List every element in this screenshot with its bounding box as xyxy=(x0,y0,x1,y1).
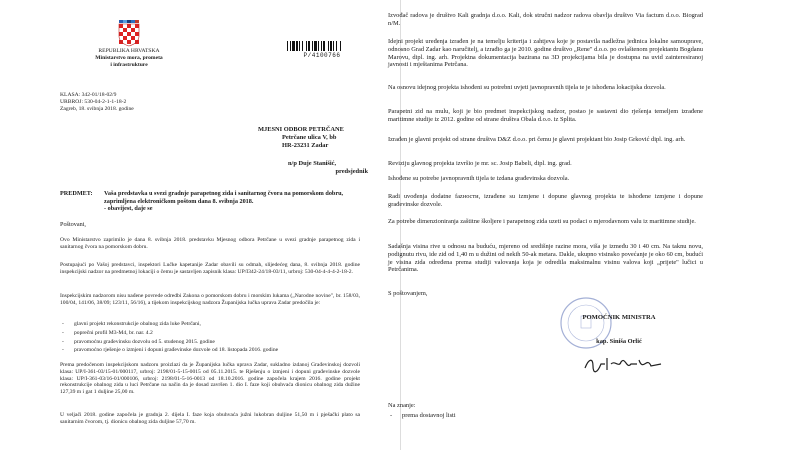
paragraph-revision: Reviziju glavnog projekta izvršio je mr. sc. Josip Babeli, dipl. ing. grad. xyxy=(388,160,572,167)
list-item: - pravomoćnu građevinsku dozvolu od 5. studenog 2015. godine xyxy=(60,339,360,346)
recipient-attn: n/p Duje Stanišić, xyxy=(288,160,337,167)
presented-documents-list xyxy=(60,321,360,356)
signatory-title: POMOĆNIK MINISTRA xyxy=(582,314,656,321)
subject-text: Vaša predstavka u svezi gradnje parapetnog zida i sanitarnog čvora na pomorskom dobru, zaprimljena elektroničkom poštom dana 8. svibnja 2018. xyxy=(104,190,344,205)
paragraph-4: Prema predočenom inspekcijskom nadzoru proizlazi da je Županijska lučka uprava Zadar, sukladno izdanoj Građevinskoj dozvoli klasa: UP/I-361-03/15-01/000117, urbroj: 2198/01-5-15-0015 od 05.11.2015. te Rješenju o izmjeni i dopuni građevinske dozvole klasa: UP/I-361-03/16-01/000106, urbroj: 2198/01-5-16-0013 od 18.10.2016. godine započela krajem 2016. godine projekt rekonstrukcije obalnog zida u luci Petrčane na način da je dosad završen 1. dio I. faze koji obuhvaća dionicu obalnog zida dužine 127,39 m i gat 1 duljine 25,00 m. xyxy=(60,362,360,396)
ministry-name: Ministarstvo mora, prometa xyxy=(95,54,163,61)
ministry-name-2: i infrastrukture xyxy=(110,61,148,68)
recipient-role: predsjednik xyxy=(335,168,368,176)
urbroj: URBROJ: 530-04-2-1-1-18-2 xyxy=(60,98,127,105)
na-znanje: Na znanje: xyxy=(388,402,416,409)
paragraph-phases: Radi uvođenja dodatne fazности, izrađene su izmjene i dopune glavnog projekta te ishođene izmjene i dopune građevinske dozvole. xyxy=(388,193,703,208)
subject-sub: - obavijest, daje se xyxy=(104,205,153,213)
paragraph-preliminary-project: Idejni projekt uređenja izrađen je na temelju kriterija i zahtjeva koje je postavila nadležna jedinica lokalne samouprave, odnosno Grad Zadar kao naručitelj, a izrađio ga je 2010. godine društvo „Rene" d.o.o. po ovlaštenom projektantu Bogdanu Marovu, dipl. ing. arh. Projektna dokumentacija bazirana na 3D projekcijama bila je dostupna na uvid zainteresiranoj javnosti i mještanima Petrčana. xyxy=(388,38,703,69)
paragraph-dimensioning: Za potrebe dimenzioniranja zaštitne školjere i parapetnog zida uzeti su podaci o mjerodavnom valu iz maritimne studije. xyxy=(388,218,696,225)
paragraph-3: Inspekcijskim nadzorom nisu nađene povrede odredbi Zakona o pomorskom dobru i morskim lukama („Narodne novine", br. 158/03, 100/04, 141/06, 38/09; 123/11, 56/16), a tijekom inspekcijskog nadzora Županijska lučka uprava Zadar predočila je: xyxy=(60,293,360,306)
list-item: - pravomoćno rješenje o izmjeni i dopuni građevinske dozvole od 18. listopada 2016. godine xyxy=(60,347,360,354)
paragraph-main-project: Izrađen je glavni projekt od strane društva D&Z d.o.o. pri čemu je glavni projektant bio Josip Grković dipl. ing. arh. xyxy=(388,136,686,143)
recipient-org: MJESNI ODBOR PETRČANE xyxy=(258,126,344,133)
signatory-name: kap. Siniša Orlić xyxy=(596,338,642,345)
paragraph-5: U veljači 2018. godine započela je gradnja 2. dijela I. faze koja obuhvaća južni lukobran duljine 51,50 m i pješački plato sa sanitarnim čvorom, tj. dionicu obalnog zida duljine 57,70 m. xyxy=(60,412,360,425)
greeting: Poštovani, xyxy=(60,221,86,228)
barcode-number: P/4100766 xyxy=(303,52,341,59)
closing: S poštovanjem, xyxy=(388,290,428,297)
list-item: - glavni projekt rekonstrukcije obalnog zida luke Petrčani, xyxy=(60,321,360,328)
klasa: KLASA: 342-01/18-02/9 xyxy=(60,92,117,98)
recipient-postal: HR-23231 Zadar xyxy=(282,142,329,150)
list-item: - poprečni profil M3-M4, br. nar. 4.2 xyxy=(60,330,360,337)
document-date: Zagreb, 18. svibnja 2018. godine xyxy=(60,105,134,112)
paragraph-heights: Sadašnja visina rive u odnosu na buduću, mjereno od središnje razine mora, viša je između 30 i 40 cm. Na taknu novu, podignutu rivu, ide zid od 1,40 m u dužini od nekih 50-ak metara. Dakle, ukupno visinsko povećanje je oko 60 cm, budući je visina zida određena prema studiji valovanja koja je odredila maksimalnu visinu valova koji „prijete" lučici u Petrčanima. xyxy=(388,243,703,274)
cc-list xyxy=(388,412,538,422)
document-page-left xyxy=(0,0,400,450)
paragraph-contractor: Izvođač radova je društvo Kali gradnja d.o.o. Kali, dok stručni nadzor radova obavlja društvo Via factum d.o.o. Biograd n/M. xyxy=(388,12,703,27)
handwritten-signature xyxy=(581,352,671,376)
subject-label: PREDMET: xyxy=(60,190,93,197)
document-page-right xyxy=(388,0,801,450)
ministry-republic: REPUBLIKA HRVATSKA xyxy=(98,48,160,54)
recipient-street: Petrčane ulica V, bb xyxy=(282,134,337,142)
barcode xyxy=(287,41,357,51)
paragraph-location-permit: Na osnovu idejnog projekta ishođeni su potrebni uvjeti javnopravnih tijela te je ishođena lokacijska dozvola. xyxy=(388,84,666,91)
croatian-coat-of-arms-icon xyxy=(118,20,140,46)
list-item: - prema dostavnoj listi xyxy=(388,412,538,420)
paragraph-1: Ovo Ministarstvo zaprimilo je dana 8. svibnja 2018. predstavku Mjesnog odbora Petrčane u svezi gradnje parapetnog zida i sanitarnog čvora na pomorskom dobru. xyxy=(60,237,360,250)
paragraph-parapet-wall: Parapetni zid na mulu, koji je bio predmet inspekcijskog nadzor, postao je sastavni dio rješenja temeljem izrađene maritimne studije iz 2012. godine od strane društva Obala d.o.o. iz Splita. xyxy=(388,108,703,123)
paragraph-building-permit: Ishođene su potrebe javnopravnih tijela te izdana građevinska dozvola. xyxy=(388,175,570,182)
paragraph-2: Postupajući po Vašoj predstavci, inspektori Lučke kapetanije Zadar obavili su odmah, slijedećeg dana, 8. svibnja 2018. godine inspekcijski nadzor na predmetnoj lokaciji o čemu je sastavljen zapisnik klasa: UP/I342-24/18-03/11, urbroj: 530-04-4-4-4-2-18-2. xyxy=(60,262,360,275)
